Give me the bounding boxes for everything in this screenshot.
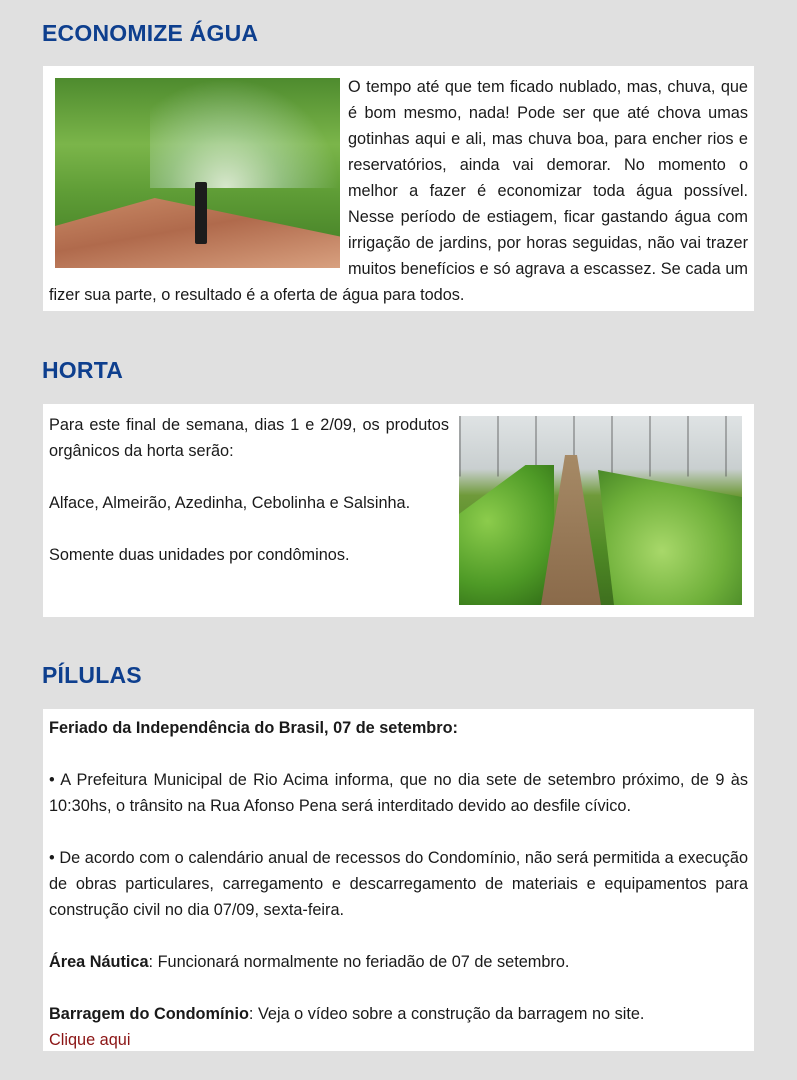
- section-title-horta: HORTA: [42, 357, 124, 383]
- area-nautica-note: [49, 949, 748, 975]
- clique-aqui-link[interactable]: Clique aqui: [49, 1031, 131, 1049]
- section-title-pilulas: PÍLULAS: [42, 662, 142, 688]
- holiday-bullet-prefeitura: • A Prefeitura Municipal de Rio Acima informa, que no dia sete de setembro próximo, de 9 às 10:30hs, o trânsito na Rua Afonso Pena será interditado devido ao desfile cívico.: [49, 771, 748, 815]
- water-spray: [150, 78, 340, 188]
- area-nautica-label: Área Náutica: [49, 953, 149, 971]
- horta-panel: [43, 404, 754, 617]
- holiday-heading: Feriado da Independência do Brasil, 07 de setembro:: [49, 719, 458, 737]
- barragem-text: : Veja o vídeo sobre a construção da barragem no site.: [248, 1005, 645, 1023]
- vegetable-bed-left: [459, 465, 554, 605]
- barragem-label: Barragem do Condomínio: [49, 1005, 249, 1023]
- economize-agua-panel: [43, 66, 754, 311]
- section-title-economize-agua: ECONOMIZE ÁGUA: [42, 20, 259, 46]
- horta-limit: Somente duas unidades por condôminos.: [49, 546, 350, 564]
- pilulas-panel: [43, 709, 754, 1051]
- greenhouse-photo: [459, 416, 742, 605]
- sprinkler-photo: [55, 78, 340, 268]
- horta-intro: Para este final de semana, dias 1 e 2/09, os produtos orgânicos da horta serão:: [49, 416, 449, 460]
- holiday-bullet-obras: • De acordo com o calendário anual de recessos do Condomínio, não será permitida a execução de obras particulares, carregamento e descarregamento de materiais e equipamentos para construção civil no dia 07/09, sexta-feira.: [49, 849, 748, 919]
- area-nautica-text: : Funcionará normalmente no feriadão de 07 de setembro.: [148, 953, 570, 971]
- economize-agua-text: O tempo até que tem ficado nublado, mas, chuva, que é bom mesmo, nada! Pode ser que até chova umas gotinhas aqui e ali, mas chuva boa, para encher rios e reservatórios, ainda vai demorar. No momento o melhor a fazer é economizar toda água possível. Nesse período de estiagem, ficar gastando água com irrigação de jardins, por horas seguidas, não vai trazer muitos benefícios e só agrava a escassez. Se cada um fizer sua parte, o resultado é a oferta de água para todos.: [49, 78, 748, 304]
- sprinkler-head: [195, 182, 207, 244]
- barragem-note: [49, 1001, 748, 1027]
- horta-products: Alface, Almeirão, Azedinha, Cebolinha e Salsinha.: [49, 494, 411, 512]
- vegetable-bed-right: [582, 470, 742, 605]
